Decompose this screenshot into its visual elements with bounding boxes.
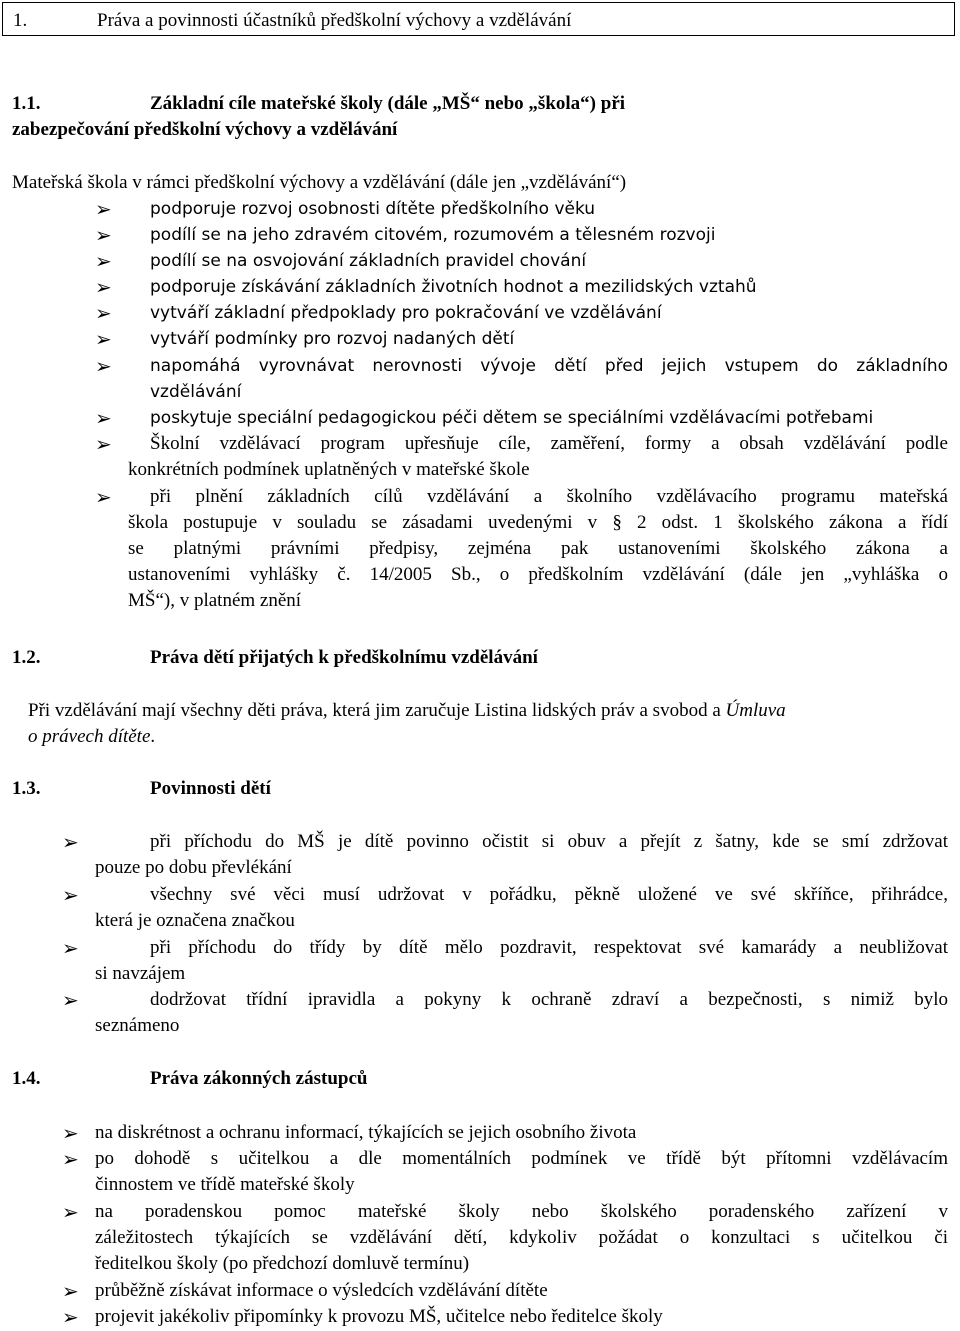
section-1-2-number: 1.2. <box>12 647 41 668</box>
list-item-line: seznámeno <box>95 1015 180 1036</box>
arrowhead-bullet-icon: ➢ <box>95 223 112 247</box>
arrowhead-bullet-icon: ➢ <box>62 830 79 854</box>
chapter-title: Práva a povinnosti účastníků předškolní výchovy a vzdělávání <box>97 10 572 31</box>
list-item: na diskrétnost a ochranu informací, týkajících se jejich osobního života <box>95 1122 637 1143</box>
list-item: poskytuje speciální pedagogickou péči dětem se speciálními vzdělávacími potřebami <box>150 408 874 428</box>
list-item-line: po dohodě s učitelkou a dle momentálních podmínek ve třídě být přítomni vzdělávacím <box>95 1148 948 1169</box>
list-item <box>95 1146 948 1198</box>
list-item <box>95 987 948 1039</box>
section-1-2-heading: Práva dětí přijatých k předškolnímu vzdělávání <box>150 647 538 668</box>
section-1-3-number: 1.3. <box>12 778 41 799</box>
list-item-line: na poradenskou pomoc mateřské školy nebo školského poradenského zařízení v <box>95 1201 948 1222</box>
section-1-4-number: 1.4. <box>12 1068 41 1089</box>
list-item: podílí se na jeho zdravém citovém, rozumovém a tělesném rozvoji <box>150 225 716 245</box>
section-1-3-heading: Povinnosti dětí <box>150 778 271 799</box>
arrowhead-bullet-icon: ➢ <box>95 249 112 273</box>
arrowhead-bullet-icon: ➢ <box>62 1147 79 1171</box>
list-item-line: ředitelkou školy (po předchozí domluvě termínu) <box>95 1253 470 1274</box>
arrowhead-bullet-icon: ➢ <box>95 406 112 430</box>
arrowhead-bullet-icon: ➢ <box>95 301 112 325</box>
list-item: vytváří podmínky pro rozvoj nadaných dětí <box>150 329 515 349</box>
list-item-line: MŠ“), v platném znění <box>128 590 302 611</box>
arrowhead-bullet-icon: ➢ <box>95 485 112 509</box>
arrowhead-bullet-icon: ➢ <box>95 197 112 221</box>
section-1-1-number: 1.1. <box>12 93 41 114</box>
list-item-line: při příchodu do třídy by dítě mělo pozdravit, respektovat své kamarády a neubližovat <box>150 937 948 958</box>
list-item-line: záležitostech týkajících se vzdělávání dětí, kdykoliv požádat o konzultaci s učitelkou či <box>95 1227 948 1248</box>
list-item: průběžně získávat informace o výsledcích vzdělávání dítěte <box>95 1280 548 1301</box>
section-1-1-intro: Mateřská škola v rámci předškolní výchovy a vzdělávání (dále jen „vzdělávání“) <box>12 172 627 193</box>
arrowhead-bullet-icon: ➢ <box>95 354 112 378</box>
arrowhead-bullet-icon: ➢ <box>62 883 79 907</box>
paragraph-end: . <box>150 726 156 747</box>
list-item: projevit jakékoliv připomínky k provozu MŠ, učitelce nebo ředitelce školy <box>95 1306 663 1327</box>
arrowhead-bullet-icon: ➢ <box>62 1200 79 1224</box>
list-item <box>128 431 948 483</box>
paragraph-italic: Úmluva <box>725 700 786 721</box>
list-item-line: činnostem ve třídě mateřské školy <box>95 1174 355 1195</box>
list-item: podporuje získávání základních životních hodnot a mezilidských vztahů <box>150 277 757 297</box>
list-item-line: všechny své věci musí udržovat v pořádku, pěkně uložené ve své skříňce, přihrádce, <box>150 884 948 905</box>
list-item: podílí se na osvojování základních pravidel chování <box>150 251 587 271</box>
list-item-line: napomáhá vyrovnávat nerovnosti vývoje dětí před jejich vstupem do základního <box>150 356 948 376</box>
list-item-line: Školní vzdělávací program upřesňuje cíle, zaměření, formy a obsah vzdělávání podle <box>150 433 948 454</box>
list-item-line: která je označena značkou <box>95 910 295 931</box>
paragraph-italic: o právech dítěte <box>28 726 151 747</box>
list-item-line: si navzájem <box>95 963 186 984</box>
arrowhead-bullet-icon: ➢ <box>95 275 112 299</box>
list-item-line: konkrétních podmínek uplatněných v mateřské škole <box>128 459 530 480</box>
list-item-line: ustanoveními vyhlášky č. 14/2005 Sb., o předškolním vzdělávání (dále jen „vyhláška o <box>128 564 948 585</box>
arrowhead-bullet-icon: ➢ <box>95 327 112 351</box>
chapter-number: 1. <box>13 10 28 31</box>
chapter-title-box <box>2 2 955 36</box>
list-item <box>95 935 948 987</box>
section-1-4-heading: Práva zákonných zástupců <box>150 1068 368 1089</box>
list-item-line: pouze po dobu převlékání <box>95 857 292 878</box>
section-1-1-heading-line2: zabezpečování předškolní výchovy a vzdělávání <box>12 119 398 140</box>
list-item-line: dodržovat třídní ipravidla a pokyny k ochraně zdraví a bezpečnosti, s nimiž bylo <box>150 989 948 1010</box>
list-item-line: se platnými právními předpisy, zejména pak ustanoveními školského zákona a <box>128 538 948 559</box>
section-1-1-heading-line1: Základní cíle mateřské školy (dále „MŠ“ nebo „škola“) při <box>150 93 626 114</box>
arrowhead-bullet-icon: ➢ <box>95 432 112 456</box>
list-item-line: při plnění základních cílů vzdělávání a školního vzdělávacího programu mateřská <box>150 486 948 507</box>
list-item <box>128 484 948 614</box>
arrowhead-bullet-icon: ➢ <box>62 936 79 960</box>
arrowhead-bullet-icon: ➢ <box>62 1305 79 1329</box>
list-item-line: při příchodu do MŠ je dítě povinno očistit si obuv a přejít z šatny, kde se smí zdržovat <box>150 831 948 852</box>
paragraph-text: Při vzdělávání mají všechny děti práva, která jim zaručuje Listina lidských práv a svobod a <box>28 700 721 721</box>
section-1-2-paragraph <box>28 698 948 750</box>
arrowhead-bullet-icon: ➢ <box>62 1121 79 1145</box>
list-item <box>95 829 948 881</box>
list-item-line: škola postupuje v souladu se zásadami uvedenými v § 2 odst. 1 školského zákona a řídí <box>128 512 948 533</box>
arrowhead-bullet-icon: ➢ <box>62 1279 79 1303</box>
list-item <box>95 1199 948 1277</box>
list-item: vytváří základní předpoklady pro pokračování ve vzdělávání <box>150 303 662 323</box>
list-item-line: vzdělávání <box>150 382 242 402</box>
list-item <box>95 882 948 934</box>
arrowhead-bullet-icon: ➢ <box>62 988 79 1012</box>
list-item: podporuje rozvoj osobnosti dítěte předškolního věku <box>150 199 596 219</box>
list-item <box>150 353 948 405</box>
